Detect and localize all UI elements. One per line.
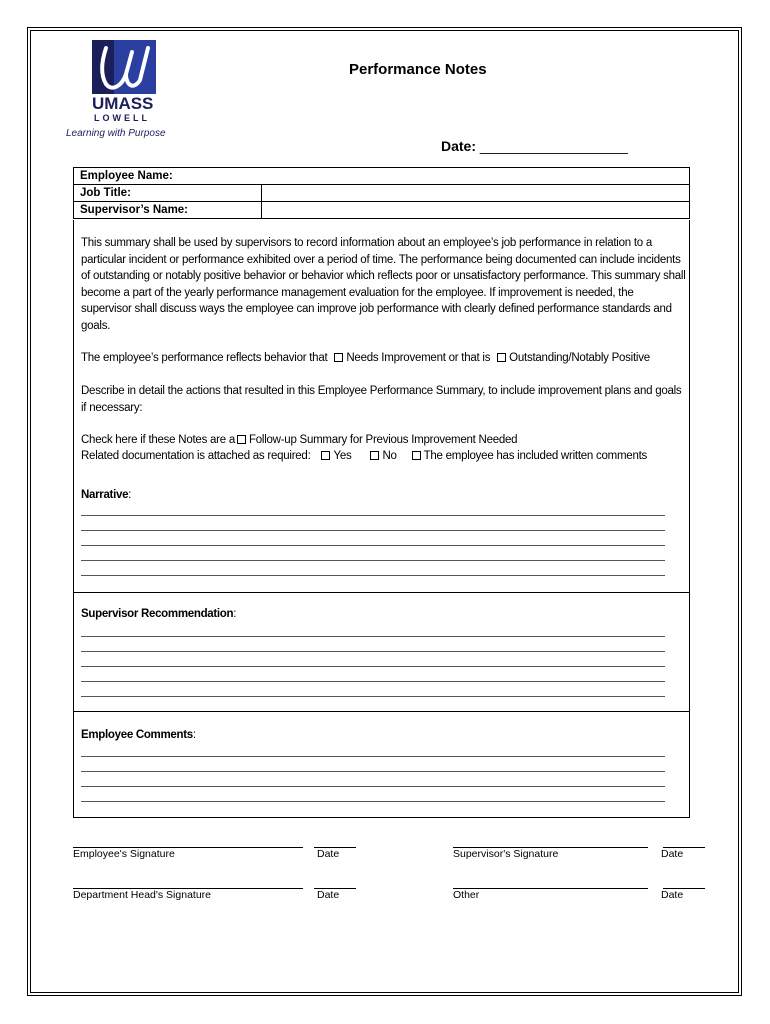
check-line <box>81 432 687 449</box>
other-signature-line[interactable] <box>453 888 648 889</box>
job-title-input[interactable] <box>262 185 690 202</box>
umass-lowell-logo <box>64 40 194 145</box>
supervisor-name-label: Supervisor’s Name: <box>74 202 262 219</box>
yes-checkbox[interactable] <box>321 451 330 460</box>
behavior-line <box>81 350 687 367</box>
employee-name-label[interactable]: Employee Name: <box>74 168 690 185</box>
narrative-line-4[interactable] <box>81 560 665 561</box>
date-field[interactable] <box>441 138 628 154</box>
narrative-title: Narrative <box>81 489 129 501</box>
logo-subtitle: LOWELL <box>94 113 150 123</box>
comments-label: Employee Comments: <box>81 729 196 741</box>
comments-line-1[interactable] <box>81 756 665 757</box>
logo-name: UMASS <box>92 94 154 113</box>
section-divider-1 <box>73 592 690 593</box>
employee-date-label: Date <box>317 848 340 860</box>
narrative-line-2[interactable] <box>81 530 665 531</box>
recommendation-line-4[interactable] <box>81 681 665 682</box>
employee-signature-label: Employee's Signature <box>73 848 175 860</box>
related-docs-line <box>81 448 687 465</box>
written-comments-checkbox[interactable] <box>412 451 421 460</box>
follow-up-checkbox[interactable] <box>237 435 246 444</box>
supervisor-date-label: Date <box>661 848 684 860</box>
recommendation-label: Supervisor Recommendation: <box>81 608 237 620</box>
date-blank: ___________________ <box>479 138 628 154</box>
comments-title: Employee Comments <box>81 729 193 741</box>
supervisor-name-row <box>74 202 690 219</box>
narrative-line-5[interactable] <box>81 575 665 576</box>
umass-logo-mark-icon <box>92 40 156 94</box>
comments-line-2[interactable] <box>81 771 665 772</box>
other-signature-label: Other <box>453 889 480 901</box>
needs-improvement-label: Needs Improvement or that is <box>346 352 491 364</box>
supervisor-name-input[interactable] <box>262 202 690 219</box>
no-label: No <box>382 450 397 462</box>
job-title-label: Job Title: <box>74 185 262 202</box>
department-head-signature-label: Department Head's Signature <box>73 889 211 901</box>
recommendation-line-3[interactable] <box>81 666 665 667</box>
section-divider-2 <box>73 711 690 712</box>
outstanding-label: Outstanding/Notably Positive <box>509 352 650 364</box>
needs-improvement-checkbox[interactable] <box>334 353 343 362</box>
document-title: Performance Notes <box>349 61 487 78</box>
supervisor-signature-label: Supervisor's Signature <box>453 848 559 860</box>
no-checkbox[interactable] <box>370 451 379 460</box>
recommendation-title: Supervisor Recommendation <box>81 608 234 620</box>
narrative-label: Narrative: <box>81 489 132 501</box>
recommendation-line-1[interactable] <box>81 636 665 637</box>
employee-info-table <box>73 167 690 219</box>
check-prefix: Check here if these Notes are a <box>81 434 235 446</box>
employee-name-row <box>74 168 690 185</box>
recommendation-line-2[interactable] <box>81 651 665 652</box>
narrative-line-3[interactable] <box>81 545 665 546</box>
comments-line-3[interactable] <box>81 786 665 787</box>
other-date-label: Date <box>661 889 684 901</box>
department-head-date-label: Date <box>317 889 340 901</box>
follow-up-label: Follow-up Summary for Previous Improvement Needed <box>248 434 518 446</box>
intro-paragraph: This summary shall be used by supervisors to record information about an employee’s job performance in relation to a particular incident or performance exhibited over a period of time. The performance being documented can include incidents of outstanding or notably positive behavior or behavior which reflects poor or unsatisfactory performance. This summary shall become a part of the yearly performance management evaluation for the employee. If improvement is needed, the supervisor shall discuss ways the employee can improve job performance with clearly defined performance standards and goals. <box>81 237 686 332</box>
narrative-line-1[interactable] <box>81 515 665 516</box>
date-label: Date: <box>441 138 477 154</box>
written-comments-label: The employee has included written comments <box>423 450 648 462</box>
yes-label: Yes <box>333 450 352 462</box>
recommendation-line-5[interactable] <box>81 696 665 697</box>
job-title-row <box>74 185 690 202</box>
comments-line-4[interactable] <box>81 801 665 802</box>
logo-tagline: Learning with Purpose <box>66 128 166 139</box>
describe-instructions: Describe in detail the actions that resulted in this Employee Performance Summary, to include improvement plans and goals if necessary: <box>81 385 682 414</box>
outstanding-checkbox[interactable] <box>497 353 506 362</box>
related-prefix: Related documentation is attached as required: <box>81 450 311 462</box>
behavior-prefix: The employee’s performance reflects behavior that <box>81 352 328 364</box>
